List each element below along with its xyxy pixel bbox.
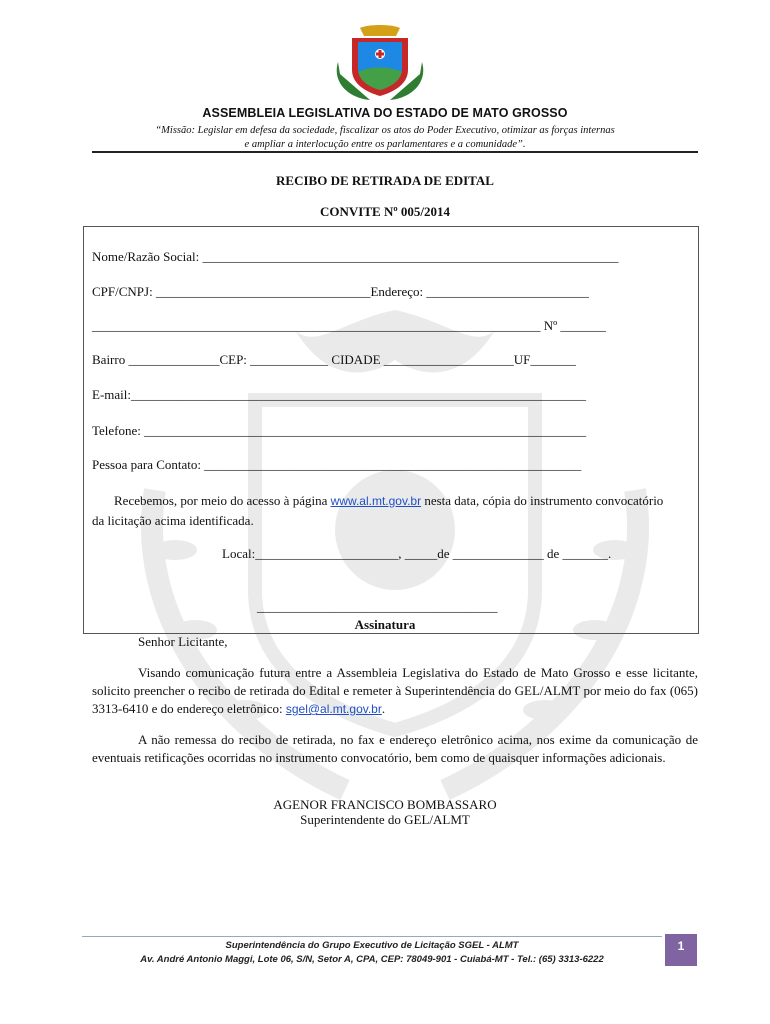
letter-paragraph-2 (92, 731, 698, 767)
page-number-badge: 1 (665, 934, 697, 966)
field-endereco-numero[interactable]: _____________________________________________________________________ Nº _______ (92, 318, 606, 333)
institution-title: ASSEMBLEIA LEGISLATIVA DO ESTADO DE MATO GROSSO (202, 106, 568, 120)
receipt-text-end: nesta data, cópia do instrumento convocatório da licitação acima identificada. (92, 493, 664, 528)
letter-paragraph-1 (92, 664, 698, 718)
state-crest-logo (330, 22, 430, 102)
field-local-date[interactable]: Local:______________________, _____de ______________ de _______. (222, 546, 612, 561)
field-nome-razao-social[interactable]: Nome/Razão Social: ________________________________________________________________ (92, 249, 619, 264)
signer-name: AGENOR FRANCISCO BOMBASSARO (273, 797, 497, 812)
letter-paragraph-1-text: Visando comunicação futura entre a Assembleia Legislativa do Estado de Mato Grosso e esse licitante, solicito preencher o recibo de retirada do Edital e remeter à Superintendência do GEL/ALMT por meio do fax (065) 3313-6410 e do endereço eletrônico: (92, 665, 698, 716)
footer-address: Av. André Antonio Maggi, Lote 06, S/N, Setor A, CPA, CEP: 78049-901 - Cuiabá-MT - Tel.: (65) 3313-6222 (140, 954, 604, 965)
signature-line[interactable]: _____________________________________ (257, 599, 498, 614)
website-link[interactable]: www.al.mt.gov.br (330, 494, 422, 508)
receipt-statement (92, 491, 672, 530)
footer-department: Superintendência do Grupo Executivo de Licitação SGEL - ALMT (225, 940, 519, 951)
receipt-text-start: Recebemos, por meio do acesso à página (114, 493, 331, 508)
mission-statement (110, 124, 660, 152)
letter-paragraph-1-end: . (381, 701, 386, 716)
field-pessoa-contato[interactable]: Pessoa para Contato: __________________________________________________________ (92, 457, 582, 472)
signature-label: Assinatura (354, 617, 416, 632)
field-email[interactable]: E-mail:______________________________________________________________________ (92, 387, 586, 402)
signer-title: Superintendente do GEL/ALMT (300, 812, 470, 827)
header-divider (92, 151, 698, 153)
email-link[interactable]: sgel@al.mt.gov.br (285, 702, 382, 716)
field-telefone[interactable]: Telefone: ____________________________________________________________________ (92, 423, 587, 438)
footer-divider (82, 936, 662, 937)
document-title: RECIBO DE RETIRADA DE EDITAL (276, 173, 494, 188)
mission-line-2: e ampliar a interlocução entre os parlamentares e a comunidade”. (244, 139, 526, 150)
field-cpf-endereco[interactable]: CPF/CNPJ: _________________________________Endereço: _________________________ (92, 284, 589, 299)
mission-line-1: “Missão: Legislar em defesa da sociedade, fiscalizar os atos do Poder Executivo, otimizar as forças internas (155, 125, 615, 136)
letter-paragraph-2-text: A não remessa do recibo de retirada, no fax e endereço eletrônico acima, nos exime da comunicação de eventuais retificações ocorridas no instrumento convocatório, bem como de quaisquer informações adicionais. (92, 732, 698, 765)
field-bairro-cep-cidade-uf[interactable]: Bairro ______________CEP: ____________ CIDADE ____________________UF_______ (92, 352, 576, 367)
document-subtitle: CONVITE Nº 005/2014 (320, 204, 450, 219)
letter-salutation: Senhor Licitante, (138, 634, 228, 649)
